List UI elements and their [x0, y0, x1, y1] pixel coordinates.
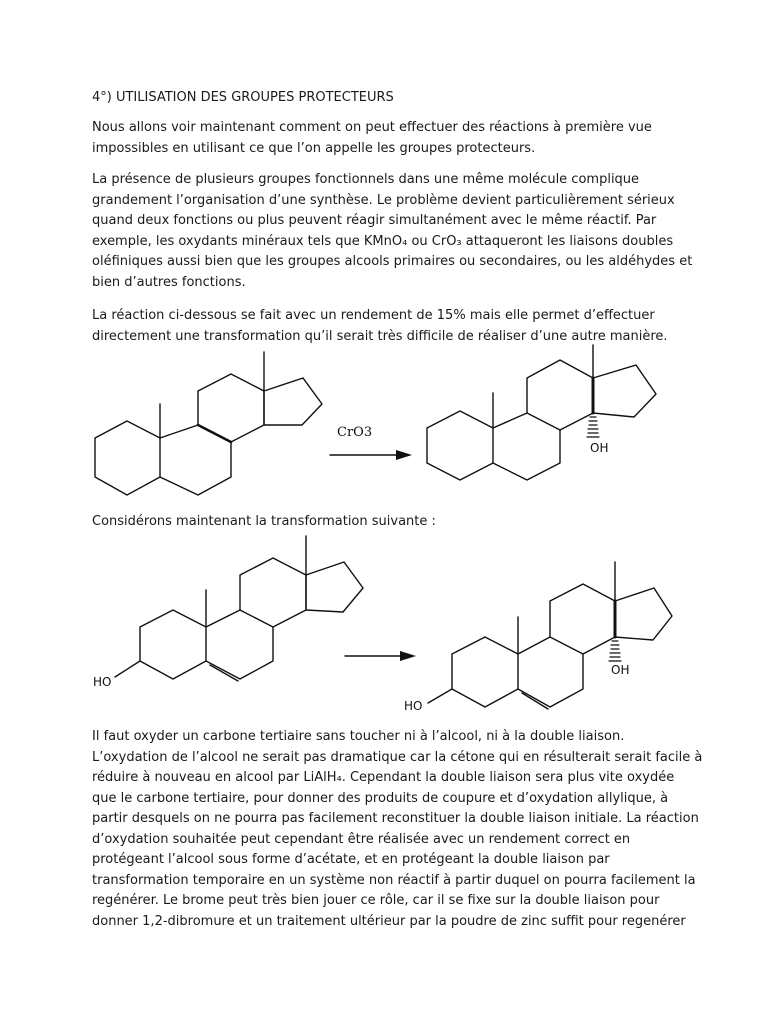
text-line: donner 1,2-dibromure et un traitement ultérieur par la poudre de zinc suffit pour regenérer: [92, 913, 686, 929]
reactant-steroid-alcohol: [115, 536, 363, 681]
reactant-ho-label: HO: [93, 675, 112, 689]
text-line: quand deux fonctions ou plus peuvent réagir simultanément avec le même réactif. Par: [92, 213, 657, 228]
text-line: regénérer. Le brome peut très bien jouer ce rôle, car il se fixe sur la double liaison pour: [92, 893, 660, 908]
product-steroid-diol: [428, 562, 672, 709]
product-oh-label-2: OH: [611, 663, 630, 677]
paragraph-oxidation-discussion: [92, 727, 703, 932]
text-line: L’oxydation de l’alcool ne serait pas dramatique car la cétone qui en résulterait serait facile à: [92, 749, 703, 765]
text-line: que le carbone tertiaire, pour donner des produits de coupure et d’oxydation allylique, à: [92, 790, 669, 806]
text-line: réduire à nouveau en alcool par LiAlH₄. Cependant la double liaison sera plus vite oxydée: [92, 770, 675, 785]
section-heading: 4°) UTILISATION DES GROUPES PROTECTEURS: [92, 90, 394, 105]
reaction-arrow-2: [345, 651, 416, 661]
text-line: protégeant l’alcool sous forme d’acétate, et en protégeant la double liaison par: [92, 852, 610, 867]
paragraph-next-transformation: Considérons maintenant la transformation suivante :: [92, 514, 436, 529]
text-line: Il faut oxyder un carbone tertiaire sans toucher ni à l’alcool, ni à la double liaison.: [92, 729, 625, 744]
text-line: d’oxydation souhaitée peut cependant être réalisée avec un rendement correct en: [92, 831, 631, 847]
text-line: La réaction ci-dessous se fait avec un rendement de 15% mais elle permet d’effectuer: [92, 308, 655, 323]
reagent-label: CrO3: [337, 425, 373, 440]
text-line: transformation temporaire en un système non réactif à partir duquel on pourra facilement la: [92, 872, 696, 888]
text-line: bien d’autres fonctions.: [92, 274, 246, 290]
text-line: oléfiniques aussi bien que les groupes alcools primaires ou secondaires, ou les aldéhydes et: [92, 254, 693, 269]
text-line: La présence de plusieurs groupes fonctionnels dans une même molécule complique: [92, 172, 640, 187]
text-line: directement une transformation qu’il serait très difficile de réaliser d’une autre manière.: [92, 328, 668, 344]
text-line: partir desquels on ne pourra pas facilement reconstituer la double liaison initiale. La réaction: [92, 811, 699, 826]
text-line: Nous allons voir maintenant comment on peut effectuer des réactions à première vue: [92, 120, 652, 135]
text-line: exemple, les oxydants minéraux tels que KMnO₄ ou CrO₃ attaqueront les liaisons doubles: [92, 233, 674, 249]
product-ho-label: HO: [404, 699, 423, 713]
text-line: grandement l’organisation d’une synthèse. Le problème devient particulièrement sérieux: [92, 192, 675, 208]
text-line: impossibles en utilisant ce que l’on appelle les groupes protecteurs.: [92, 140, 536, 156]
product-oh-label: OH: [590, 441, 609, 455]
